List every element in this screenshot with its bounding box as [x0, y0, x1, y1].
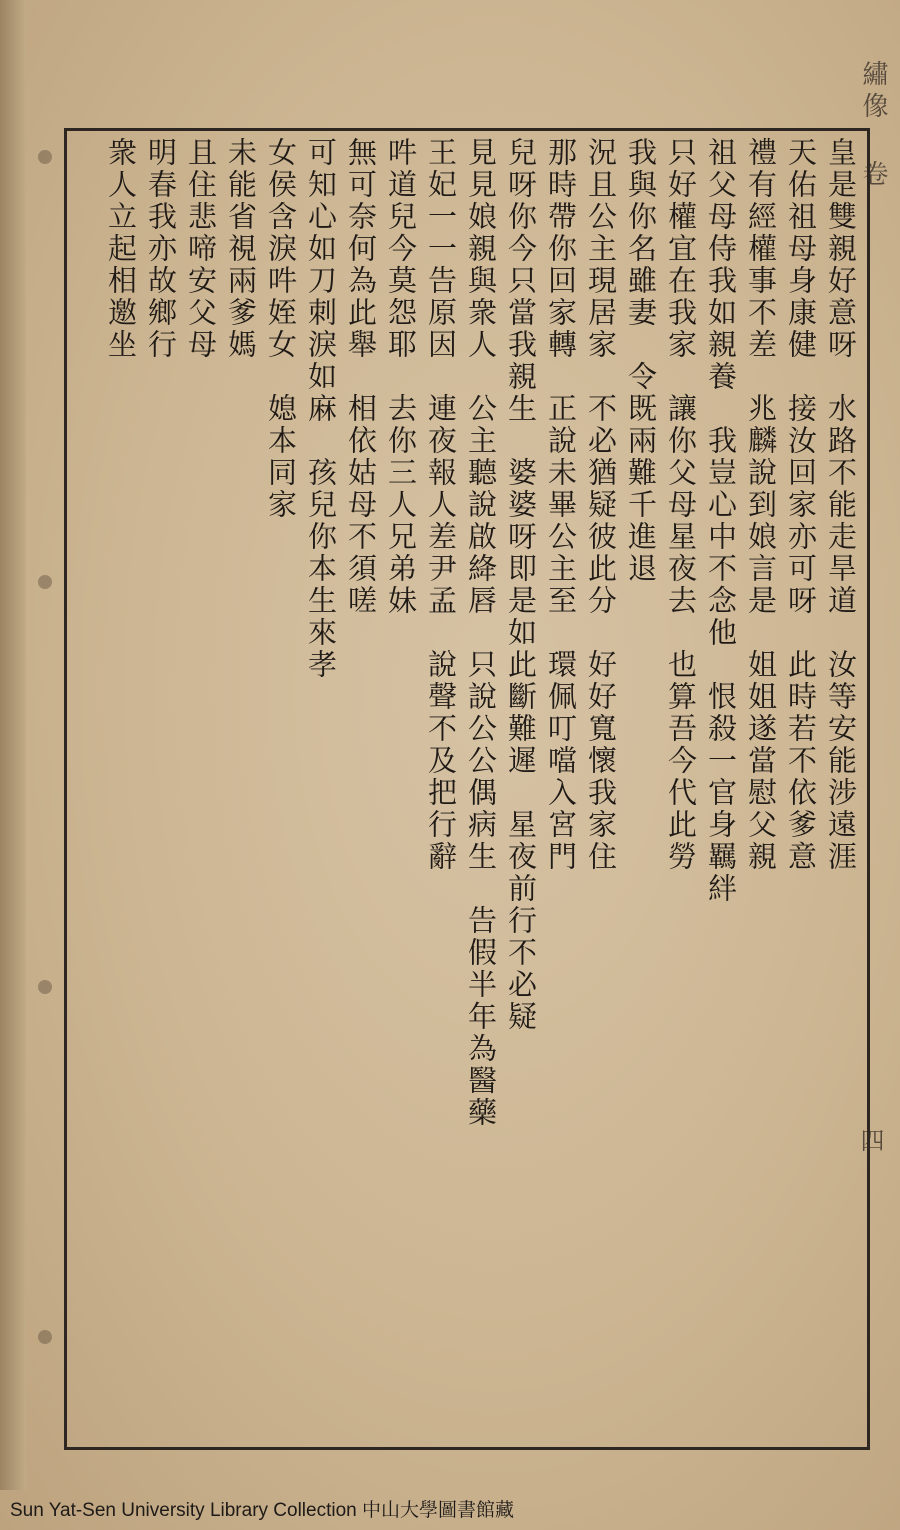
binding-hole — [38, 150, 52, 164]
text-column — [103, 137, 139, 361]
text-column — [503, 137, 539, 1033]
text-column — [383, 137, 419, 617]
binding-hole — [38, 1330, 52, 1344]
margin-title: 繡像 卷 — [858, 60, 888, 192]
text-column — [71, 137, 101, 206]
column-text: 明春我亦故鄉行 — [144, 137, 178, 361]
text-column — [463, 137, 499, 1129]
column-text: 見見娘親與衆人 公主聽說啟絳唇 只說公公偶病生 告假半年為醫藥 — [464, 137, 498, 1129]
column-text: 吽道兒今莫怨耶 去你三人兄弟妹 — [384, 137, 418, 617]
column-text — [68, 137, 104, 206]
column-text: 王妃一一告原因 連夜報人差尹孟 說聲不及把行辭 — [424, 137, 458, 873]
text-column — [423, 137, 459, 873]
text-column — [303, 137, 339, 681]
text-column — [823, 137, 859, 873]
column-text: 未能省視兩爹媽 — [224, 137, 258, 361]
text-column — [183, 137, 219, 361]
text-column — [783, 137, 819, 873]
binding-hole — [38, 575, 52, 589]
column-text: 無可奈何為此舉 相依姑母不須嗟 — [344, 137, 378, 617]
column-text: 女侯含淚吽姪女 媳本同家 — [264, 137, 298, 521]
text-column — [543, 137, 579, 873]
column-text: 衆人立起相邀坐 — [104, 137, 138, 361]
text-column — [343, 137, 379, 617]
column-text: 那時帶你回家轉 正說未畢公主至 環佩叮噹入宮門 — [544, 137, 578, 873]
text-column — [663, 137, 699, 873]
text-column — [623, 137, 659, 585]
column-text: 我與你名雖妻 令既兩難千進退 — [624, 137, 658, 585]
column-text: 且住悲啼安父母 — [184, 137, 218, 361]
column-text: 天佑祖母身康健 接汝回家亦可呀 此時若不依爹意 — [784, 137, 818, 873]
text-column — [583, 137, 619, 873]
column-text: 只好權宜在我家 讓你父母星夜去 也算吾今代此勞 — [664, 137, 698, 873]
column-text: 況且公主現居家 不必猶疑彼此分 好好寬懷我家住 — [584, 137, 618, 873]
page-number: 四 — [856, 1128, 884, 1152]
text-column — [703, 137, 739, 905]
text-column — [223, 137, 259, 361]
binding-hole — [38, 980, 52, 994]
library-credit: Sun Yat-Sen University Library Collection 中山大學圖書館藏 — [10, 1500, 515, 1521]
text-column — [743, 137, 779, 873]
text-column — [143, 137, 179, 361]
text-column — [263, 137, 299, 521]
column-text: 兒呀你今只當我親生 婆婆呀即是如此斷難遲 星夜前行不必疑 — [504, 137, 538, 1033]
column-text: 可知心如刀刺淚如麻 孩兒你本生來孝 — [304, 137, 338, 681]
column-text: 皇是雙親好意呀 水路不能走旱道 汝等安能涉遠涯 — [824, 137, 858, 873]
column-text: 禮有經權事不差 兆麟說到娘言是 姐姐遂當慰父親 — [744, 137, 778, 873]
book-spine — [0, 0, 26, 1490]
text-frame — [64, 128, 870, 1450]
column-text: 祖父母侍我如親養 我豈心中不念他 恨殺一官身羈絆 — [704, 137, 738, 905]
